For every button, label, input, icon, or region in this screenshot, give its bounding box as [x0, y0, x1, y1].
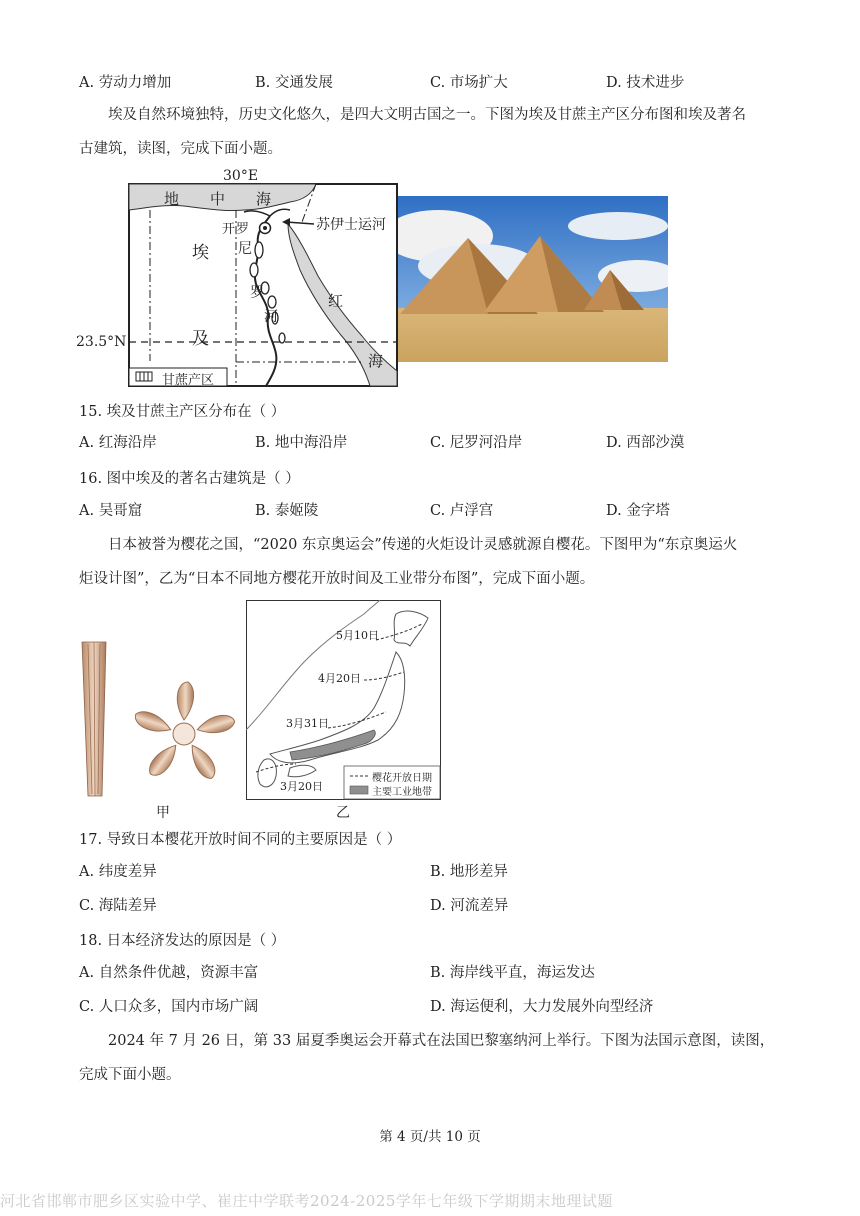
option-a: A. 劳动力增加 [79, 75, 172, 91]
date-label: 5月10日 [336, 629, 379, 642]
med-sea-char: 海 [256, 190, 272, 208]
egypt-intro [79, 98, 779, 166]
option-a: A. 吴哥窟 [79, 503, 143, 519]
suez-canal-label: 苏伊士运河 [316, 217, 386, 233]
egypt-intro-line2: 古建筑，读图，完成下面小题。 [79, 141, 282, 157]
q17-stem: 17. 导致日本樱花开放时间不同的主要原因是（ ） [79, 832, 402, 848]
option-a: A. 红海沿岸 [79, 435, 157, 451]
torch-figure [76, 636, 246, 826]
legend-bloom-date: 樱花开放日期 [372, 773, 432, 784]
option-b: B. 交通发展 [255, 75, 333, 91]
option-a: A. 自然条件优越，资源丰富 [79, 965, 259, 981]
q18-stem: 18. 日本经济发达的原因是（ ） [79, 933, 286, 949]
pyramids-photo [398, 196, 668, 362]
option-c: C. 市场扩大 [430, 75, 508, 91]
japan-map [246, 600, 442, 826]
option-c: C. 人口众多，国内市场广阔 [79, 999, 259, 1015]
q16-stem: 16. 图中埃及的著名古建筑是（ ） [79, 471, 300, 487]
france-intro-line2: 完成下面小题。 [79, 1067, 181, 1083]
japan-intro-line1: 日本被誉为樱花之国，“2020 东京奥运会”传递的火炬设计灵感就源自樱花。下图甲为“东京奥运火 [108, 537, 738, 553]
option-d: D. 金字塔 [606, 503, 670, 519]
option-c: C. 卢浮宫 [430, 503, 494, 519]
egypt-label: 埃 [192, 243, 209, 263]
longitude-label: 30°E [223, 168, 259, 184]
cairo-label: 罗 [236, 222, 250, 237]
legend-industrial-belt: 主要工业地带 [372, 787, 432, 798]
option-b: B. 泰姬陵 [255, 503, 319, 519]
option-d: D. 海运便利，大力发展外向型经济 [430, 999, 654, 1015]
japan-intro [79, 528, 779, 596]
legend-sugarcane: 甘蔗产区 [162, 373, 215, 388]
option-b: B. 地形差异 [430, 864, 508, 880]
med-sea-char: 地 [164, 190, 180, 208]
date-label: 3月20日 [280, 780, 323, 793]
page-number: 第 4 页/共 10 页 [379, 1129, 481, 1145]
france-intro-line1: 2024 年 7 月 26 日，第 33 届夏季奥运会开幕式在法国巴黎塞纳河上举行。下图为法国示意图，读图， [108, 1033, 775, 1049]
date-label: 4月20日 [318, 672, 361, 685]
option-d: D. 西部沙漠 [606, 435, 685, 451]
latitude-label: 23.5°N [76, 334, 127, 350]
france-intro [79, 1024, 779, 1092]
option-a: A. 纬度差异 [79, 864, 157, 880]
watermark: 河北省邯郸市肥乡区实验中学、崔庄中学联考2024-2025学年七年级下学期期末地理试题 [0, 1192, 613, 1210]
option-c: C. 海陆差异 [79, 898, 157, 914]
nile-label: 罗 [250, 285, 264, 301]
caption-jia: 甲 [156, 805, 170, 821]
option-d: D. 技术进步 [606, 75, 685, 91]
date-label: 3月31日 [286, 717, 329, 730]
option-b: B. 海岸线平直，海运发达 [430, 965, 595, 981]
egypt-label: 及 [192, 329, 209, 349]
med-sea-char: 中 [210, 190, 226, 208]
nile-label: 尼 [238, 241, 252, 257]
option-b: B. 地中海沿岸 [255, 435, 348, 451]
egypt-intro-line1: 埃及自然环境独特，历史文化悠久，是四大文明古国之一。下图为埃及甘蔗主产区分布图和埃及著名 [108, 107, 746, 123]
option-d: D. 河流差异 [430, 898, 509, 914]
nile-label: 河 [264, 309, 278, 325]
red-sea-label: 海 [368, 352, 384, 370]
caption-yi: 乙 [336, 805, 350, 821]
option-c: C. 尼罗河沿岸 [430, 435, 523, 451]
japan-intro-line2: 炬设计图”，乙为“日本不同地方樱花开放时间及工业带分布图”，完成下面小题。 [79, 571, 595, 587]
red-sea-label: 红 [328, 292, 344, 310]
q15-stem: 15. 埃及甘蔗主产区分布在（ ） [79, 404, 286, 420]
cairo-label: 开 [222, 222, 236, 237]
egypt-map [76, 166, 406, 392]
